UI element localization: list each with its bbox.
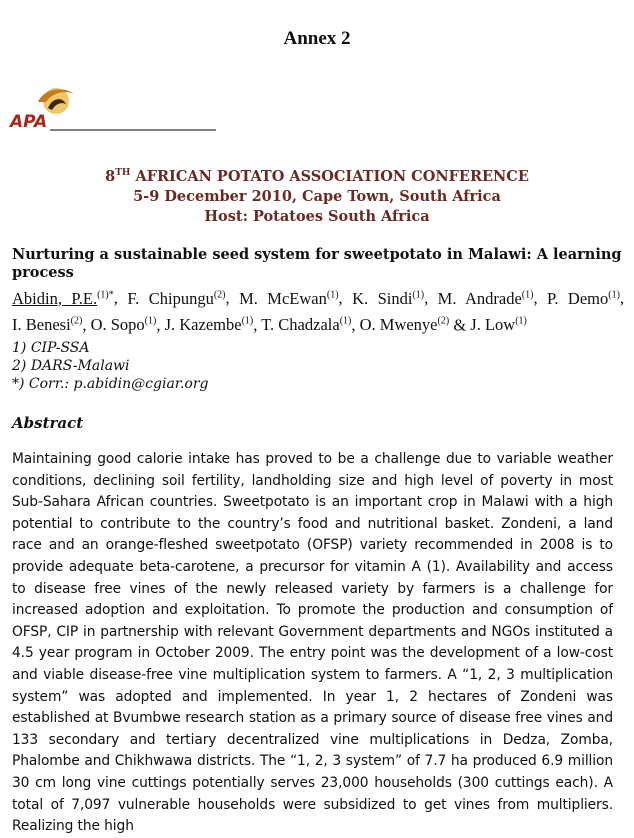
author-name: T. Chadzala — [261, 315, 340, 334]
author-affiliation-mark: (1) — [144, 315, 157, 327]
affiliation-line: 2) DARS-Malawi — [12, 358, 130, 374]
author-name: M. Andrade — [437, 288, 522, 308]
author-name: Abidin, P.E. — [12, 288, 98, 308]
author-affiliation-mark: (1)* — [97, 289, 114, 300]
author-name: F. Chipungu — [127, 288, 214, 308]
author-item — [547, 289, 620, 308]
author-name: P. Demo — [547, 288, 609, 308]
author-name: K. Sindi — [352, 288, 413, 308]
abstract-heading: Abstract — [12, 414, 84, 432]
author-affiliation-mark: (1) — [515, 315, 527, 327]
apa-logo — [8, 86, 223, 132]
conference-header — [0, 163, 634, 227]
author-item — [239, 289, 338, 308]
author-affiliation-mark: (1) — [521, 289, 534, 300]
author-item — [352, 289, 424, 308]
author-item — [127, 289, 225, 308]
author-affiliation-mark: (1) — [326, 289, 339, 300]
author-item — [12, 315, 82, 334]
abstract-body: Maintaining good calorie intake has proved to be a challenge due to variable weather conditions, declining soil fertility, landholding size and high level of poverty in most Sub-Sahara African countries. Sweetpotato is an important crop in Malawi with a high potential to contribute to the country’s food and nutritional basket. Zondeni, a land race and an orange-fleshed sweetpotato (OFSP) variety recommended in 2008 is to provide adequate beta-carotene, a precursor for vitamin A (1). Availability and access to disease free vines of the newly released variety by farmers is a challenge for increased adoption and exploitation. To promote the production and consumption of OFSP, CIP in partnership with relevant Government departments and NGOs instituted a 4.5 year program in October 2009. The entry point was the development of a low-cost and viable disease-free vine multiplication system to farmers. A “1, 2, 3 multiplication system” was adopted and implemented. In year 1, 2 hectares of Zondeni was established at Bvumbwe research station as a primary source of disease free vines and 133 secondary and tertiary decentralized vine multiplications in Dedza, Zomba, Phalombe and Chikhwawa districts. The “1, 2, 3 system” of 7.7 ha produced 6.9 million 30 cm long vine cuttings potentially serves 23,000 households (300 cuttings each). A total of 7,097 vulnerable households were subsidized to get vines from multipliers. Realizing the high — [12, 451, 613, 835]
author-item — [261, 315, 351, 334]
conference-title: AFRICAN POTATO ASSOCIATION CONFERENCE — [135, 167, 529, 185]
author-affiliation-mark: (1) — [608, 289, 620, 300]
author-affiliation-mark: (2) — [213, 289, 226, 300]
author-item — [360, 315, 450, 334]
author-affiliation-mark: (1) — [339, 315, 352, 327]
author-item — [470, 315, 527, 334]
conference-ordinal: TH — [115, 168, 131, 178]
author-name: I. Benesi — [12, 315, 71, 334]
author-affiliation-mark: (1) — [412, 289, 425, 300]
author-name: O. Sopo — [90, 315, 145, 334]
affiliation-line: 1) CIP-SSA — [12, 340, 90, 356]
affiliation-line: *) Corr.: p.abidin@cgiar.org — [12, 376, 209, 392]
conference-title-line — [0, 163, 634, 187]
conference-number: 8 — [105, 167, 116, 185]
author-item — [91, 315, 157, 334]
affiliations — [12, 339, 209, 393]
author-name: M. McEwan — [239, 288, 327, 308]
logo-text: APA — [10, 112, 48, 132]
author-name: J. Kazembe — [164, 315, 242, 334]
apa-logo-graphic — [8, 86, 223, 132]
author-item — [165, 315, 254, 334]
author-name: O. Mwenye — [359, 315, 438, 334]
conference-dates: 5-9 December 2010, Cape Town, South Africa — [133, 187, 501, 205]
annex-heading: Annex 2 — [283, 28, 351, 49]
author-affiliation-mark: (1) — [241, 315, 254, 327]
author-item — [438, 289, 534, 308]
author-name: J. Low — [470, 315, 516, 334]
paper-title: Nurturing a sustainable seed system for sweetpotato in Malawi: A learning process — [12, 246, 622, 281]
author-list: Abidin, P.E.$^{(1)*}$, F. Chipungu$^{(2)}$, M. McEwan$^{(1)}$, K. Sindi$^{(1)}$, M. Andrade$^{(1)}$, P. Demo$^{(1)}$, I. Benesi$^{(2)}$, O. Sopo$^{(1)}$, J. Kazembe$^{(1)}$, T. Chadzala$^{(1)}$, O. Mwenye$^{(2)}$ & J. Low$^{(1)}$ — [12, 288, 625, 334]
author-affiliation-mark: (2) — [437, 315, 450, 327]
conference-host: Host: Potatoes South Africa — [204, 207, 430, 225]
author-item — [12, 289, 114, 308]
author-affiliation-mark: (2) — [70, 315, 83, 327]
